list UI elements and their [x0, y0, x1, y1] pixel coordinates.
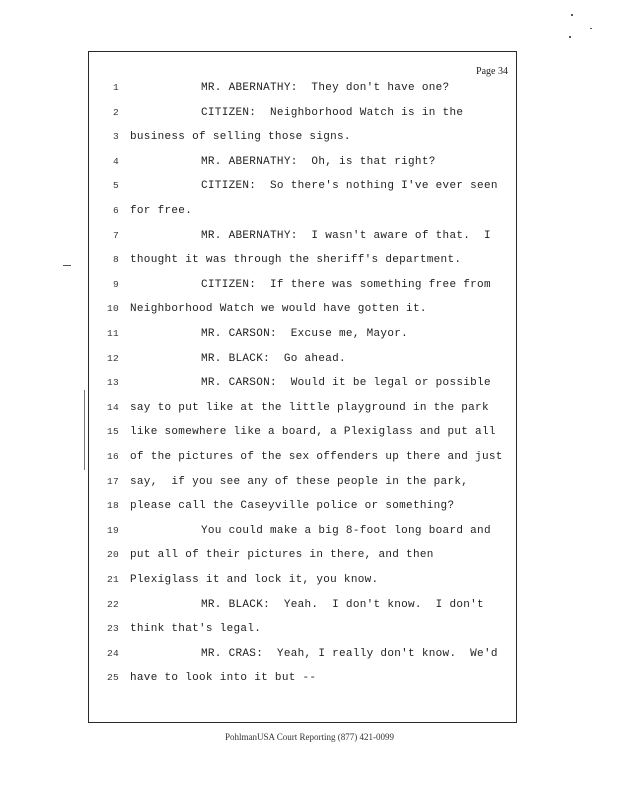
- line-number: 12: [106, 352, 119, 364]
- transcript-line: [89, 377, 516, 401]
- line-text: MR. CARSON: Excuse me, Mayor.: [201, 328, 409, 340]
- line-text: of the pictures of the sex offenders up there and just: [130, 451, 503, 463]
- line-text: CITIZEN: Neighborhood Watch is in the: [201, 106, 464, 119]
- transcript-line: [89, 205, 516, 229]
- line-number: 9: [112, 278, 119, 290]
- line-number: 7: [112, 229, 119, 241]
- line-number: 15: [106, 426, 119, 438]
- transcript-line: [89, 402, 516, 426]
- line-text: MR. ABERNATHY: They don't have one?: [201, 82, 450, 94]
- line-number: 13: [106, 377, 119, 389]
- line-number: 8: [112, 254, 119, 266]
- line-text: business of selling those signs.: [130, 131, 351, 144]
- line-text: MR. BLACK: Go ahead.: [201, 352, 346, 365]
- line-number: 19: [106, 524, 119, 536]
- line-text: MR. ABERNATHY: Oh, is that right?: [201, 155, 436, 168]
- line-text: MR. CARSON: Would it be legal or possible: [201, 377, 491, 390]
- transcript-line: [89, 549, 516, 573]
- line-text: MR. BLACK: Yeah. I don't know. I don't: [201, 598, 484, 611]
- line-number: 20: [106, 549, 119, 561]
- transcript-line: [89, 82, 516, 106]
- transcript-line: [89, 476, 516, 500]
- transcript-line: [89, 451, 516, 475]
- transcript-page: [88, 51, 517, 723]
- page-number: Page 34: [476, 66, 508, 77]
- transcript-line: [89, 328, 516, 352]
- line-text: MR. ABERNATHY: I wasn't aware of that. I: [201, 229, 491, 242]
- line-number: 10: [106, 303, 119, 315]
- scan-speck: [590, 28, 592, 29]
- line-number: 3: [112, 131, 119, 143]
- line-number: 17: [106, 475, 119, 487]
- transcript-line: [89, 107, 516, 131]
- transcript-line: [89, 156, 516, 180]
- line-text: say to put like at the little playground in the park: [130, 401, 489, 414]
- scan-speck: [571, 14, 573, 16]
- line-text: put all of their pictures in there, and then: [130, 549, 434, 562]
- line-text: have to look into it but --: [130, 672, 317, 685]
- line-number: 18: [106, 500, 119, 512]
- transcript-line: [89, 279, 516, 303]
- transcript-line: [89, 574, 516, 598]
- transcript-line: [89, 426, 516, 450]
- scan-speck: [63, 265, 71, 266]
- transcript-line: [89, 131, 516, 155]
- scan-speck: [569, 36, 571, 38]
- line-number: 2: [112, 106, 119, 118]
- line-number: 23: [106, 623, 119, 635]
- transcript-line: [89, 353, 516, 377]
- line-number: 24: [106, 647, 119, 659]
- line-number: 16: [106, 451, 119, 462]
- court-reporting-footer: PohlmanUSA Court Reporting (877) 421-0099: [225, 732, 394, 742]
- line-text: CITIZEN: So there's nothing I've ever seen: [201, 180, 498, 193]
- line-number: 4: [112, 155, 119, 167]
- line-text: please call the Caseyville police or something?: [130, 500, 455, 513]
- transcript-line: [89, 623, 516, 647]
- transcript-line: [89, 500, 516, 524]
- line-number: 1: [112, 82, 119, 93]
- line-text: You could make a big 8-foot long board and: [201, 524, 491, 537]
- line-text: CITIZEN: If there was something free from: [201, 278, 491, 291]
- transcript-line: [89, 672, 516, 696]
- transcript-line: [89, 303, 516, 327]
- line-number: 6: [112, 205, 119, 216]
- transcript-line: [89, 599, 516, 623]
- line-text: MR. CRAS: Yeah, I really don't know. We'd: [201, 647, 498, 660]
- line-text: Neighborhood Watch we would have gotten it.: [130, 303, 427, 316]
- line-number: 5: [112, 180, 119, 192]
- transcript-line: [89, 230, 516, 254]
- line-number: 22: [106, 598, 119, 610]
- line-number: 14: [106, 401, 119, 413]
- transcript-line: [89, 648, 516, 672]
- line-number: 21: [106, 574, 119, 585]
- line-text: thought it was through the sheriff's department.: [130, 254, 462, 267]
- line-text: like somewhere like a board, a Plexiglass and put all: [130, 426, 496, 439]
- line-text: think that's legal.: [130, 623, 262, 636]
- transcript-line: [89, 180, 516, 204]
- line-text: say, if you see any of these people in the park,: [130, 475, 469, 488]
- transcript-line: [89, 525, 516, 549]
- line-number: 25: [106, 672, 119, 684]
- margin-mark: [84, 390, 85, 470]
- line-text: for free.: [130, 205, 193, 217]
- transcript-line: [89, 254, 516, 278]
- line-number: 11: [106, 328, 119, 339]
- line-text: Plexiglass it and lock it, you know.: [130, 574, 379, 586]
